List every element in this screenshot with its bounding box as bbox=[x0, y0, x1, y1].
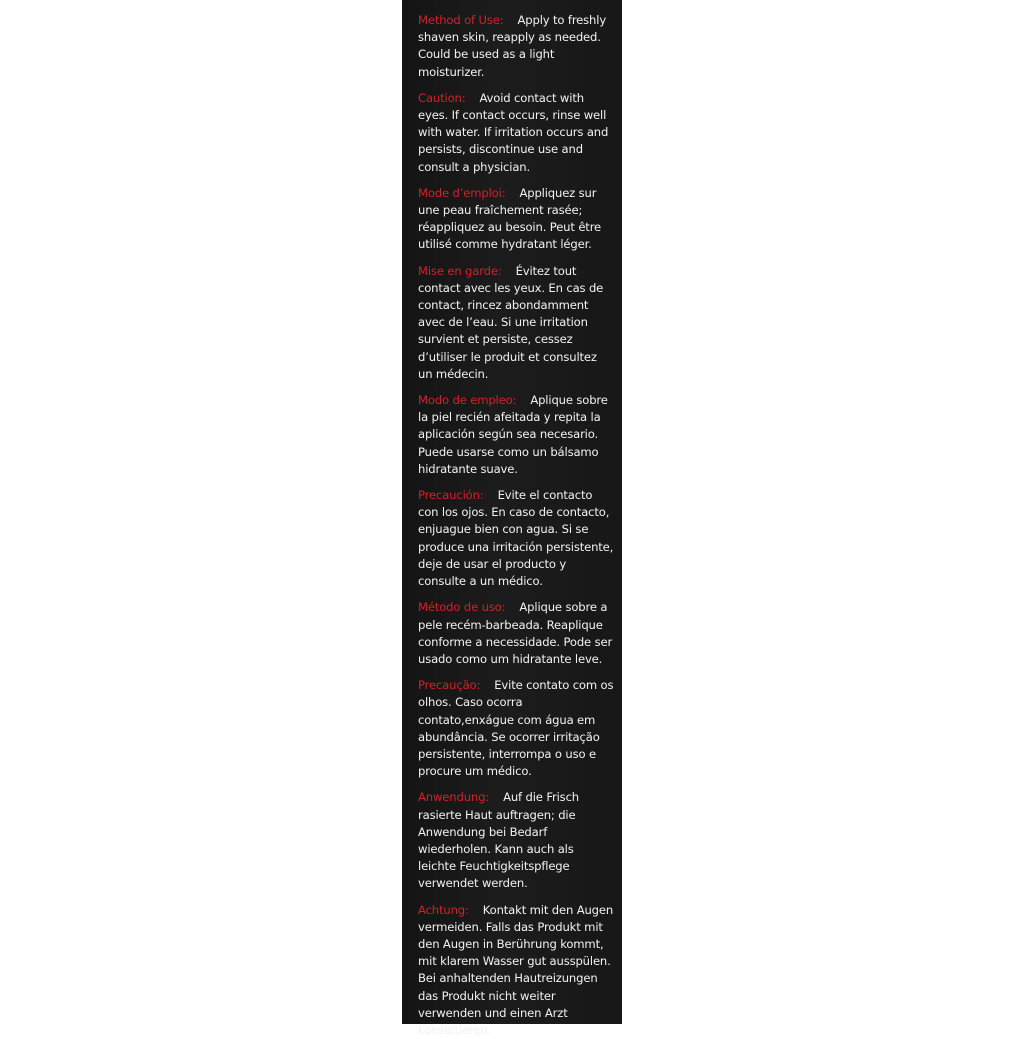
section-label: Método de uso: bbox=[418, 600, 506, 615]
section-label: Modo de empleo: bbox=[418, 393, 517, 408]
section-label: Method of Use: bbox=[418, 13, 504, 27]
section-text: Avoid contact with eyes. If contact occurs, rinse well with water. If irritation occurs and persists, discontinue use and consult a physician. bbox=[418, 90, 609, 174]
section-anwendung bbox=[418, 789, 614, 892]
section-method-of-use bbox=[418, 12, 614, 81]
section-label: Mode d’emploi: bbox=[418, 185, 506, 200]
section-caution bbox=[418, 90, 614, 176]
section-text: Aplique sobre a pele recém-barbeada. Reaplique conforme a necessidade. Pode ser usado como um hidratante leve. bbox=[418, 600, 613, 666]
section-text: Auf die Frisch rasierte Haut auftragen; die Anwendung bei Bedarf wiederholen. Kann auch als leichte Feuchtigkeitspflege verwendet werden. bbox=[418, 790, 579, 891]
section-mise-en-garde bbox=[418, 263, 614, 383]
section-metodo-de-uso bbox=[418, 599, 614, 668]
section-mode-d-emploi bbox=[418, 185, 614, 254]
section-text: Kontakt mit den Augen vermeiden. Falls das Produkt mit den Augen in Berührung kommt, mit klarem Wasser gut ausspülen. Bei anhaltenden Hautreizungen das Produkt nicht weiter verwenden und einen Arzt konsultieren. bbox=[418, 902, 614, 1037]
section-label: Mise en garde: bbox=[418, 263, 502, 278]
section-label: Caution: bbox=[418, 90, 466, 105]
section-label: Precaução: bbox=[418, 678, 481, 693]
section-text: Aplique sobre la piel recién afeitada y repita la aplicación según sea necesario. Puede usarse como un bálsamo hidratante suave. bbox=[418, 393, 608, 476]
section-text: Appliquez sur une peau fraîchement rasée; réappliquez au besoin. Peut être utilisé comme hydratant léger. bbox=[418, 185, 602, 252]
section-text: Apply to freshly shaven skin, reapply as needed. Could be used as a light moisturizer. bbox=[418, 13, 607, 79]
section-text: Evite el contacto con los ojos. En caso de contacto, enjuague bien con agua. Si se produce una irritación persistente, deje de usar el producto y consulte a un médico. bbox=[418, 488, 614, 589]
section-label: Precaución: bbox=[418, 488, 484, 503]
section-precaucao bbox=[418, 677, 614, 780]
section-label: Achtung: bbox=[418, 902, 469, 917]
section-modo-de-empleo bbox=[418, 392, 614, 478]
section-achtung bbox=[418, 902, 614, 1039]
section-precaucion bbox=[418, 487, 614, 590]
section-label: Anwendung: bbox=[418, 790, 490, 805]
section-text: Evite contato com os olhos. Caso ocorra contato,enxágue com água em abundância. Se ocorrer irritação persistente, interrompa o uso e procure um médico. bbox=[418, 678, 614, 779]
instruction-panel bbox=[402, 0, 622, 1037]
section-text: Évitez tout contact avec les yeux. En cas de contact, rincez abondamment avec de l’eau. Si une irritation survient et persiste, cessez d’utiliser le produit et consultez un médecin. bbox=[418, 263, 604, 381]
